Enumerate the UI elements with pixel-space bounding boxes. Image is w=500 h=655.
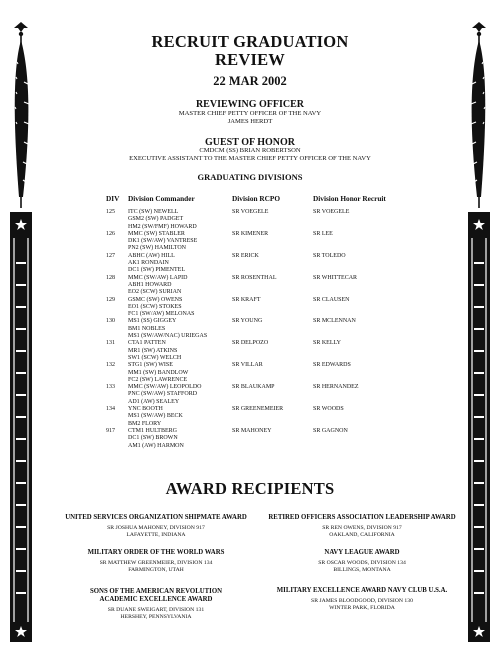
- commander-name: EO1 (SCW) STOKES: [128, 303, 182, 310]
- division-honor-recruit: SR KELLY: [313, 340, 341, 347]
- table-row: [0, 297, 500, 319]
- reviewing-officer-title: MASTER CHIEF PETTY OFFICER OF THE NAVY: [178, 110, 322, 117]
- commander-name: FC1 (SW/AW) MELONAS: [128, 311, 195, 318]
- table-row: [0, 318, 500, 340]
- division-number: 134: [106, 406, 115, 413]
- division-rcpo: SR VOEGELE: [232, 209, 269, 215]
- division-honor-recruit: SR EDWARDS: [313, 362, 351, 369]
- division-honor-recruit: SR GAGNON: [313, 427, 348, 434]
- award-name: UNITED SERVICES ORGANIZATION SHIPMATE AWARD: [65, 514, 247, 521]
- award-navy-league: [256, 549, 468, 574]
- column-header-rcpo: Division RCPO: [232, 194, 281, 203]
- division-number: 125: [106, 209, 115, 215]
- division-honor-recruit: SR HERNANDEZ: [313, 384, 359, 391]
- division-number: 128: [106, 274, 115, 281]
- table-row: [0, 253, 500, 275]
- commander-name: BM2 FLORY: [128, 420, 162, 427]
- commander-name: DC1 (SW) PIMENTEL: [128, 267, 185, 274]
- commander-name: FC2 (SW) LAWRENCE: [128, 376, 188, 383]
- division-commanders: [128, 384, 202, 406]
- commander-name: MS1 (SW/AW/NAC) URIEGAS: [128, 333, 208, 340]
- table-row: [0, 428, 500, 450]
- commander-name: CTA1 PATTEN: [128, 340, 166, 347]
- division-number: 917: [106, 427, 115, 434]
- award-name-line-1: SONS OF THE AMERICAN REVOLUTION: [89, 588, 223, 595]
- table-row: [0, 384, 500, 406]
- award-recipients-heading: AWARD RECIPIENTS: [165, 479, 335, 498]
- award-recipient: SR JAMES BLOODGOOD, DIVISION 130: [311, 598, 413, 605]
- division-honor-recruit: SR TOLEDO: [313, 252, 346, 259]
- award-recipient: SR DUANE SWEIGART, DIVISION 131: [107, 607, 205, 614]
- division-honor-recruit: SR WOODS: [313, 406, 344, 413]
- commander-name: SW1 (SCW) WELCH: [128, 354, 182, 361]
- award-recipient: SR MATTHEW GREENMEIER, DIVISION 134: [99, 560, 213, 567]
- division-commanders: [128, 406, 183, 428]
- division-rcpo: SR KIMENER: [232, 230, 269, 237]
- commander-name: MMC (SW) STABLER: [128, 230, 185, 237]
- commander-name: AD1 (AW) SEALEY: [128, 398, 180, 405]
- division-number: 127: [106, 252, 115, 259]
- division-rcpo: SR YOUNG: [232, 318, 263, 325]
- award-uso-shipmate: [48, 514, 264, 539]
- division-commanders: [128, 318, 207, 340]
- commander-name: GSM2 (SW) PADGET: [128, 216, 184, 223]
- division-commanders: [128, 340, 181, 362]
- commander-name: STG1 (SW) WISE: [128, 362, 173, 369]
- division-commanders: [128, 231, 197, 253]
- division-rcpo: SR ERICK: [232, 252, 259, 259]
- division-rcpo: SR MAHONEY: [232, 427, 272, 434]
- reviewing-officer-heading: REVIEWING OFFICER: [195, 99, 305, 110]
- commander-name: PNC (SW/AW) STAFFORD: [128, 391, 198, 398]
- commander-name: MS1 (SS) GIGGEY: [128, 318, 177, 325]
- commander-name: MM1 (SW) BANDLOW: [128, 369, 189, 376]
- commander-name: CTM1 HULTBERG: [128, 427, 177, 434]
- division-table: [0, 209, 500, 450]
- award-name: NAVY LEAGUE AWARD: [324, 549, 400, 556]
- award-retired-officers: [256, 514, 468, 539]
- division-rcpo: SR ROSENTHAL: [232, 274, 277, 281]
- column-header-div: DIV: [106, 194, 120, 203]
- table-row: [0, 406, 500, 428]
- award-recipient: SR REN OWENS, DIVISION 917: [322, 525, 402, 532]
- division-rcpo: SR BLAUKAMP: [232, 384, 275, 391]
- table-row: [0, 231, 500, 253]
- division-honor-recruit: SR VOEGELE: [313, 209, 350, 215]
- commander-name: ITC (SW) NEWELL: [128, 209, 179, 215]
- award-hometown: WINTER PARK, FLORIDA: [329, 605, 395, 612]
- commander-name: HM2 (SW/FMF) HOWARD: [128, 223, 197, 230]
- award-hometown: OAKLAND, CALIFORNIA: [329, 532, 395, 539]
- division-rcpo: SR GREENEMEIER: [232, 406, 284, 413]
- award-military-order: [48, 549, 264, 574]
- award-hometown: HERSHEY, PENNSYLVANIA: [120, 614, 192, 621]
- commander-name: ABH1 HOWARD: [128, 281, 172, 288]
- commander-name: EO2 (SCW) SURIAN: [128, 289, 182, 296]
- division-honor-recruit: SR LEE: [313, 230, 333, 237]
- ceremony-date: 22 MAR 2002: [213, 74, 287, 88]
- award-name: MILITARY EXCELLENCE AWARD NAVY CLUB U.S.A.: [276, 587, 448, 594]
- title-line-2: REVIEW: [215, 50, 285, 69]
- commander-name: MR1 (SW) ATKINS: [128, 347, 178, 354]
- award-recipient: SR OSCAR WOODS, DIVISION 134: [318, 560, 406, 567]
- column-header-commander: Division Commander: [128, 194, 195, 203]
- commander-name: ABHC (AW) HILL: [128, 252, 175, 259]
- title-line-1: RECRUIT GRADUATION: [151, 32, 349, 51]
- division-rcpo: SR VILLAR: [232, 362, 263, 369]
- guest-of-honor-name: CMDCM (SS) BRIAN ROBERTSON: [199, 147, 301, 154]
- division-honor-recruit: SR MCLENNAN: [313, 318, 356, 325]
- award-hometown: BILLINGS, MONTANA: [333, 567, 391, 574]
- award-name: MILITARY ORDER OF THE WORLD WARS: [87, 549, 225, 556]
- division-honor-recruit: SR WHITTECAR: [313, 274, 358, 281]
- reviewing-officer-name: JAMES HERDT: [227, 118, 273, 125]
- commander-name: AM1 (AW) HARMON: [128, 442, 184, 449]
- division-number: 129: [106, 296, 115, 303]
- commander-name: MS1 (SW/AW) BECK: [128, 413, 183, 420]
- award-hometown: LAFAYETTE, INDIANA: [126, 532, 186, 539]
- table-row: [0, 340, 500, 362]
- commander-name: DC1 (SW) BROWN: [128, 435, 178, 442]
- division-commanders: [128, 362, 188, 384]
- table-row: [0, 275, 500, 297]
- page-title: [40, 33, 460, 69]
- commander-name: DK1 (SW/AW) VANTRESE: [128, 238, 198, 245]
- commander-name: MMC (SW/AW) LEOPOLDO: [128, 384, 202, 391]
- division-number: 126: [106, 230, 115, 237]
- award-recipient: SR JOSHUA MAHONEY, DIVISION 917: [107, 525, 205, 532]
- table-row: [0, 362, 500, 384]
- division-commanders: [128, 297, 195, 319]
- division-rcpo: SR KRAFT: [232, 296, 261, 303]
- award-sons-american-revolution: [48, 588, 264, 621]
- award-name: RETIRED OFFICERS ASSOCIATION LEADERSHIP AWARD: [268, 514, 456, 521]
- division-commanders: [128, 275, 188, 297]
- award-hometown: FARMINGTON, UTAH: [128, 567, 184, 574]
- commander-name: PN2 (SW) HAMILTON: [128, 245, 187, 252]
- division-commanders: [128, 428, 184, 450]
- division-commanders: [128, 253, 185, 275]
- division-number: 133: [106, 384, 115, 391]
- commander-name: BM1 NOBLES: [128, 325, 166, 332]
- table-row: [0, 209, 500, 231]
- column-header-honor-recruit: Division Honor Recruit: [313, 194, 386, 203]
- division-rcpo: SR DELPOZO: [232, 340, 269, 347]
- graduating-divisions-heading: GRADUATING DIVISIONS: [197, 172, 303, 182]
- division-number: 130: [106, 318, 115, 325]
- division-number: 131: [106, 340, 115, 347]
- guest-of-honor-heading: GUEST OF HONOR: [204, 137, 295, 148]
- division-honor-recruit: SR CLAUSEN: [313, 296, 350, 303]
- division-commanders: [128, 209, 197, 231]
- commander-name: YNC BOOTH: [128, 406, 163, 413]
- guest-of-honor-title: EXECUTIVE ASSISTANT TO THE MASTER CHIEF PETTY OFFICER OF THE NAVY: [129, 155, 371, 162]
- commander-name: AK1 RONDAIN: [128, 260, 169, 267]
- award-name-line-2: ACADEMIC EXCELLENCE AWARD: [99, 596, 213, 604]
- commander-name: GSMC (SW) OWENS: [128, 296, 183, 303]
- commander-name: MMC (SW/AW) LAPID: [128, 274, 188, 281]
- division-number: 132: [106, 362, 115, 369]
- award-navy-club: [256, 587, 468, 612]
